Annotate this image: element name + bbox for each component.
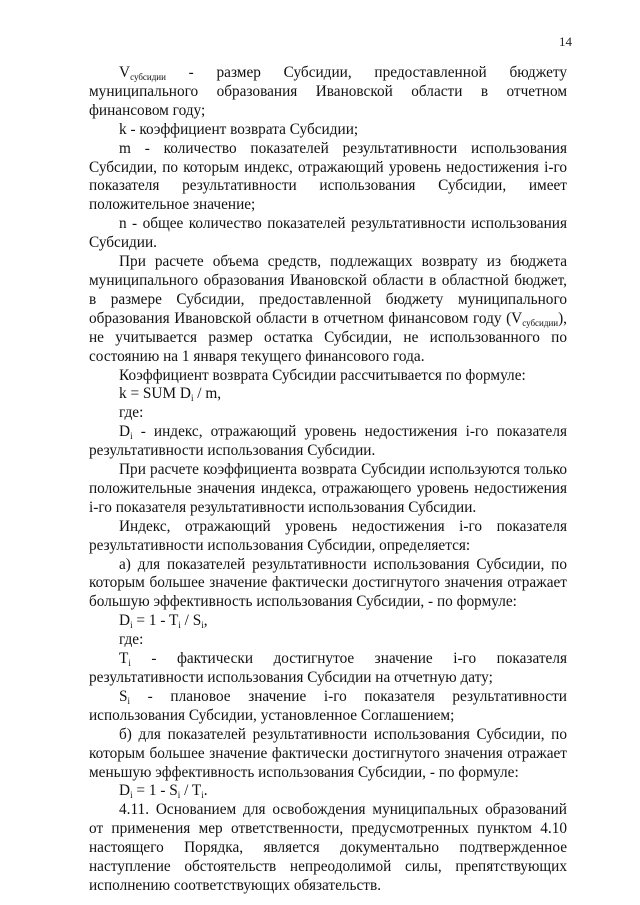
paragraph-coefficient: Коэффициент возврата Субсидии рассчитывается по формуле: (119, 366, 526, 384)
formula-part: / S (180, 612, 202, 630)
paragraph-case-a: а) для показателей результативности использования Субсидии, по которым большее значение фактически достигнутого значения отражает большую эффективность использования Субсидии, - по формуле: (89, 555, 567, 611)
formula-part: = 1 - T (132, 612, 179, 630)
symbol-t-subscript: i (128, 658, 131, 669)
paragraph-text: - фактически достигнутое значение i-го показателя результативности использования Субсидии на отчетную дату; (89, 650, 567, 686)
page-number: 14 (559, 34, 572, 49)
formula-part: = 1 - S (132, 782, 178, 800)
paragraph-text: - размер Субсидии, предоставленной бюджету муниципального образования Ивановской области в отчетном финансовом году; (89, 64, 567, 119)
formula-subscript: i (177, 790, 181, 801)
formula-part: k = SUM D (119, 385, 191, 403)
formula-a (89, 612, 567, 631)
symbol-s-subscript: i (127, 695, 131, 706)
formula-subscript: i (201, 620, 204, 631)
paragraph-calculation (89, 253, 567, 366)
symbol-d: D (119, 423, 131, 441)
symbol-s: S (119, 687, 128, 705)
paragraph-positive-values: При расчете коэффициента возврата Субсидии используются только положительные значения индекса, отражающего уровень недостижения i-го показателя результативности использования Субсидии. (89, 461, 567, 516)
formula-part: , (203, 612, 208, 630)
symbol-v-subscript: субсидии (522, 317, 559, 328)
symbol-t: T (119, 650, 129, 668)
paragraph-index-defined: Индекс, отражающий уровень недостижения i-го показателя результативности использования Субсидии, определяется: (89, 517, 567, 554)
symbol-v: V (119, 64, 131, 81)
formula-part: / T (180, 782, 202, 800)
formula-subscript: i (190, 393, 194, 404)
symbol-d-subscript: i (130, 431, 133, 442)
formula-subscript: i (130, 620, 133, 631)
formula-part: / m, (193, 385, 222, 403)
where-label: где: (119, 404, 144, 422)
paragraph-text: ), не учитывается размер остатка Субсидии, не использованного по состоянию на 1 января текущего финансового года. (89, 309, 567, 365)
formula-part: D (119, 612, 131, 630)
symbol-v-subscript: субсидии (130, 72, 166, 82)
paragraph-4-11: 4.11. Основанием для освобождения муниципальных образований от применения мер ответственности, предусмотренных пунктом 4.10 настоящего Порядка, является документально подтвержденное наступление обстоятельств непреодолимой силы, препятствующих исполнению соответствующих обязательств. (89, 801, 567, 894)
where-label: где: (119, 631, 144, 649)
paragraph-text: - плановое значение i-го показателя результативности использования Субсидии, установленное Соглашением; (89, 687, 567, 724)
formula-part: . (203, 782, 208, 800)
formula-part: D (119, 782, 131, 800)
paragraph-v-subsidy (89, 64, 567, 121)
formula-subscript: i (130, 790, 133, 801)
paragraph-ti (89, 650, 567, 688)
formula-b (89, 782, 567, 801)
formula-subscript: i (201, 790, 204, 801)
paragraph-si (89, 688, 567, 726)
formula-subscript: i (178, 620, 181, 631)
paragraph-k: k - коэффициент возврата Субсидии; (119, 120, 359, 138)
paragraph-m: m - количество показателей результативности использования Субсидии, по которым индекс, отражающий уровень недостижения i-го показателя результативности использования Субсидии, имеет положительное значение; (89, 139, 567, 214)
paragraph-text: При расчете объема средств, подлежащих возврату из бюджета муниципального образования Ивановской области в областной бюджет, в размере Субсидии, предоставленной бюджету муниципального образования Ивановской области в отчетном финансовом году (V (89, 253, 567, 327)
paragraph-di (89, 423, 567, 461)
formula-k (89, 385, 567, 404)
paragraph-n: n - общее количество показателей результативности использования Субсидии. (89, 215, 567, 252)
paragraph-text: - индекс, отражающий уровень недостижения i-го показателя результативности использования Субсидии. (89, 423, 567, 460)
document-body (89, 64, 567, 896)
paragraph-case-b: б) для показателей результативности использования Субсидии, по которым большее значение фактически достигнутого значения отражает меньшую эффективность использования Субсидии, - по формуле: (89, 725, 567, 781)
